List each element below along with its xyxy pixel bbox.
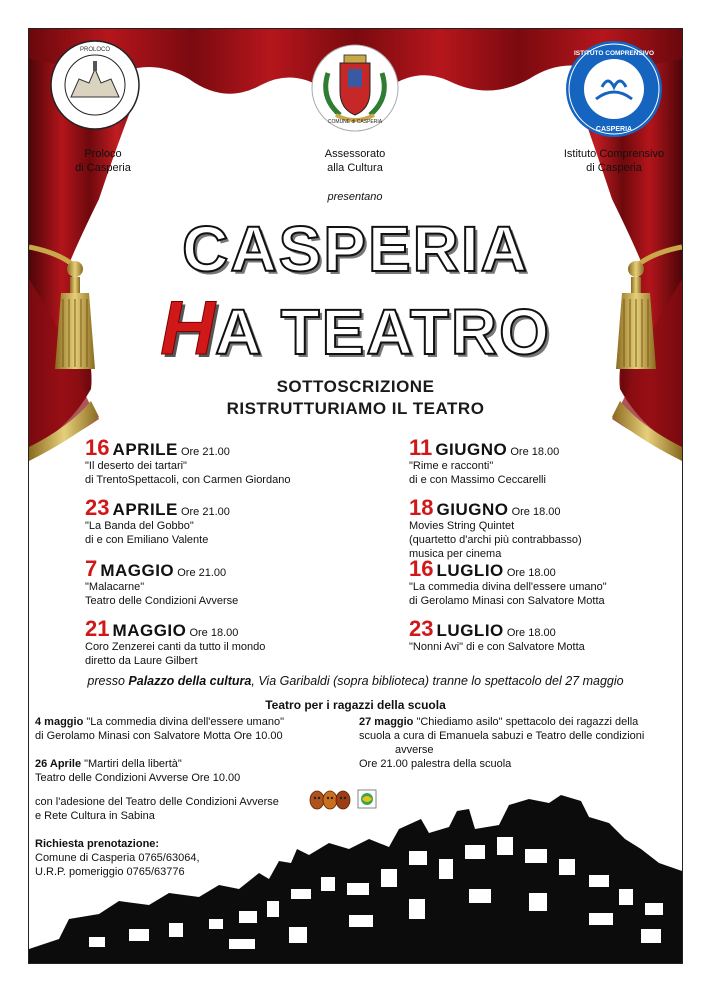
school-event-date: 27 maggio — [359, 716, 414, 728]
event-credits: (quartetto d'archi più contrabbasso) — [409, 534, 582, 546]
title-a-teatro: A TEATRO — [214, 296, 551, 368]
event-month: APRILE — [112, 500, 178, 519]
event-month: GIUGNO — [436, 500, 509, 519]
event-title: "Malacarne" — [85, 581, 145, 593]
venue-prefix: presso — [87, 674, 129, 688]
sponsor-istituto-label — [549, 147, 679, 175]
event-month: LUGLIO — [436, 561, 504, 580]
subtitle-sottoscrizione: SOTTOSCRIZIONE — [276, 377, 435, 396]
sponsor-istituto-name: Istituto Comprensivo — [563, 148, 665, 160]
school-event-time: Ore 21.00 palestra della scuola — [359, 758, 512, 770]
event-7-maggio — [85, 556, 239, 608]
sponsor-proloco-name: Proloco — [84, 148, 122, 160]
event-11-giugno — [409, 435, 560, 487]
event-month: GIUGNO — [435, 440, 508, 459]
school-event-date: 26 Aprile — [35, 758, 82, 770]
event-21-maggio — [85, 616, 266, 668]
subtitle-ristrutturiamo: RISTRUTTURIAMO IL TEATRO — [226, 399, 485, 418]
event-hour: Ore 18.00 — [506, 627, 556, 639]
sponsor-assessorato-place: alla Cultura — [327, 162, 383, 174]
event-credits: diretto da Laure Gilbert — [85, 655, 198, 667]
event-hour: Ore 21.00 — [180, 446, 230, 458]
svg-text:ISTITUTO COMPRENSIVO: ISTITUTO COMPRENSIVO — [573, 50, 655, 57]
prenotazione-urp-phone: U.R.P. pomeriggio 0765/63776 — [35, 866, 185, 878]
event-credits: di e con Massimo Ceccarelli — [409, 474, 546, 486]
school-event-credits: di Gerolamo Minasi con Salvatore Motta Ore 10.00 — [35, 730, 283, 742]
sponsor-proloco-label — [53, 147, 153, 175]
school-event-date: 4 maggio — [35, 716, 84, 728]
event-day: 23 — [85, 495, 110, 520]
event-day: 18 — [409, 495, 434, 520]
event-day: 11 — [409, 435, 433, 460]
event-title: Movies String Quintet — [409, 520, 515, 532]
event-23-luglio — [409, 616, 585, 654]
svg-text:COMUNE di CASPERIA: COMUNE di CASPERIA — [327, 119, 383, 125]
event-month: APRILE — [112, 440, 178, 459]
school-event-4-maggio — [35, 715, 365, 743]
event-hour: Ore 21.00 — [177, 567, 227, 579]
comune-crest-icon — [310, 43, 400, 133]
school-event-title: "La commedia divina dell'essere umano" — [83, 716, 284, 728]
event-title: "Rime e racconti" — [409, 460, 494, 472]
svg-text:CASPERIA: CASPERIA — [595, 126, 633, 133]
school-event-title: "Chiediamo asilo" spettacolo dei ragazzi della — [413, 716, 639, 728]
event-title: "Il deserto dei tartari" — [85, 460, 187, 472]
istituto-seal-icon — [564, 39, 664, 139]
proloco-logo-icon — [49, 39, 141, 131]
venue-place: Palazzo della cultura — [128, 674, 252, 688]
event-hour: Ore 18.00 — [510, 446, 560, 458]
event-month: LUGLIO — [436, 621, 504, 640]
sponsor-istituto-place: di Casperia — [586, 162, 642, 174]
event-day: 16 — [409, 556, 434, 581]
event-credits: di TrentoSpettacoli, con Carmen Giordano — [85, 474, 291, 486]
event-hour: Ore 18.00 — [506, 567, 556, 579]
event-18-giugno — [409, 495, 582, 561]
event-day: 23 — [409, 616, 434, 641]
school-event-credits: scuola a cura di Emanuela sabuzi e Teatro delle condizioni — [359, 730, 645, 742]
event-credits: di Gerolamo Minasi con Salvatore Motta — [409, 595, 605, 607]
event-title: "La commedia divina dell'essere umano" — [409, 581, 607, 593]
event-title: "La Banda del Gobbo" — [85, 520, 194, 532]
title-ha-teatro — [29, 286, 682, 390]
school-event-credits: Teatro delle Condizioni Avverse Ore 10.00 — [35, 772, 241, 784]
event-16-aprile — [85, 435, 291, 487]
school-event-27-maggio — [359, 715, 674, 771]
school-event-26-aprile — [35, 757, 365, 785]
venue-line — [29, 674, 682, 688]
title-casperia: CASPERIA — [182, 213, 529, 285]
title-h-letter: H — [160, 286, 215, 371]
event-day: 16 — [85, 435, 110, 460]
svg-text:PROLOCO: PROLOCO — [79, 47, 111, 53]
event-day: 7 — [85, 556, 98, 581]
event-month: MAGGIO — [100, 561, 175, 580]
adesione-line1: con l'adesione del Teatro delle Condizioni Avverse — [35, 796, 279, 808]
event-credits: di e con Emiliano Valente — [85, 534, 209, 546]
event-title: Coro Zenzerei canti da tutto il mondo — [85, 641, 266, 653]
sponsor-assessorato-label — [305, 147, 405, 175]
event-hour: Ore 21.00 — [180, 506, 230, 518]
prenotazione-heading: Richiesta prenotazione: — [35, 838, 160, 850]
presentano-text: presentano — [327, 191, 383, 203]
prenotazione-comune-phone: Comune di Casperia 0765/63064, — [35, 852, 200, 864]
event-23-aprile — [85, 495, 230, 547]
school-heading: Teatro per i ragazzi della scuola — [265, 698, 446, 712]
poster-frame — [28, 28, 683, 964]
sponsor-assessorato-name: Assessorato — [324, 148, 386, 160]
school-event-credits-cont: avverse — [395, 744, 434, 756]
adesione-line2: e Rete Cultura in Sabina — [35, 810, 155, 822]
event-credits: Teatro delle Condizioni Avverse — [85, 595, 239, 607]
event-note: musica per cinema — [409, 548, 502, 560]
event-day: 21 — [85, 616, 110, 641]
event-hour: Ore 18.00 — [189, 627, 239, 639]
venue-suffix: , Via Garibaldi (sopra biblioteca) tranne lo spettacolo del 27 maggio — [251, 674, 624, 688]
town-silhouette-icon — [29, 789, 682, 963]
event-hour: Ore 18.00 — [511, 506, 561, 518]
school-event-title: "Martiri della libertà" — [81, 758, 182, 770]
event-title: "Nonni Avi" di e con Salvatore Motta — [409, 641, 585, 653]
event-month: MAGGIO — [112, 621, 187, 640]
event-16-luglio — [409, 556, 607, 608]
sponsor-proloco-place: di Casperia — [75, 162, 131, 174]
